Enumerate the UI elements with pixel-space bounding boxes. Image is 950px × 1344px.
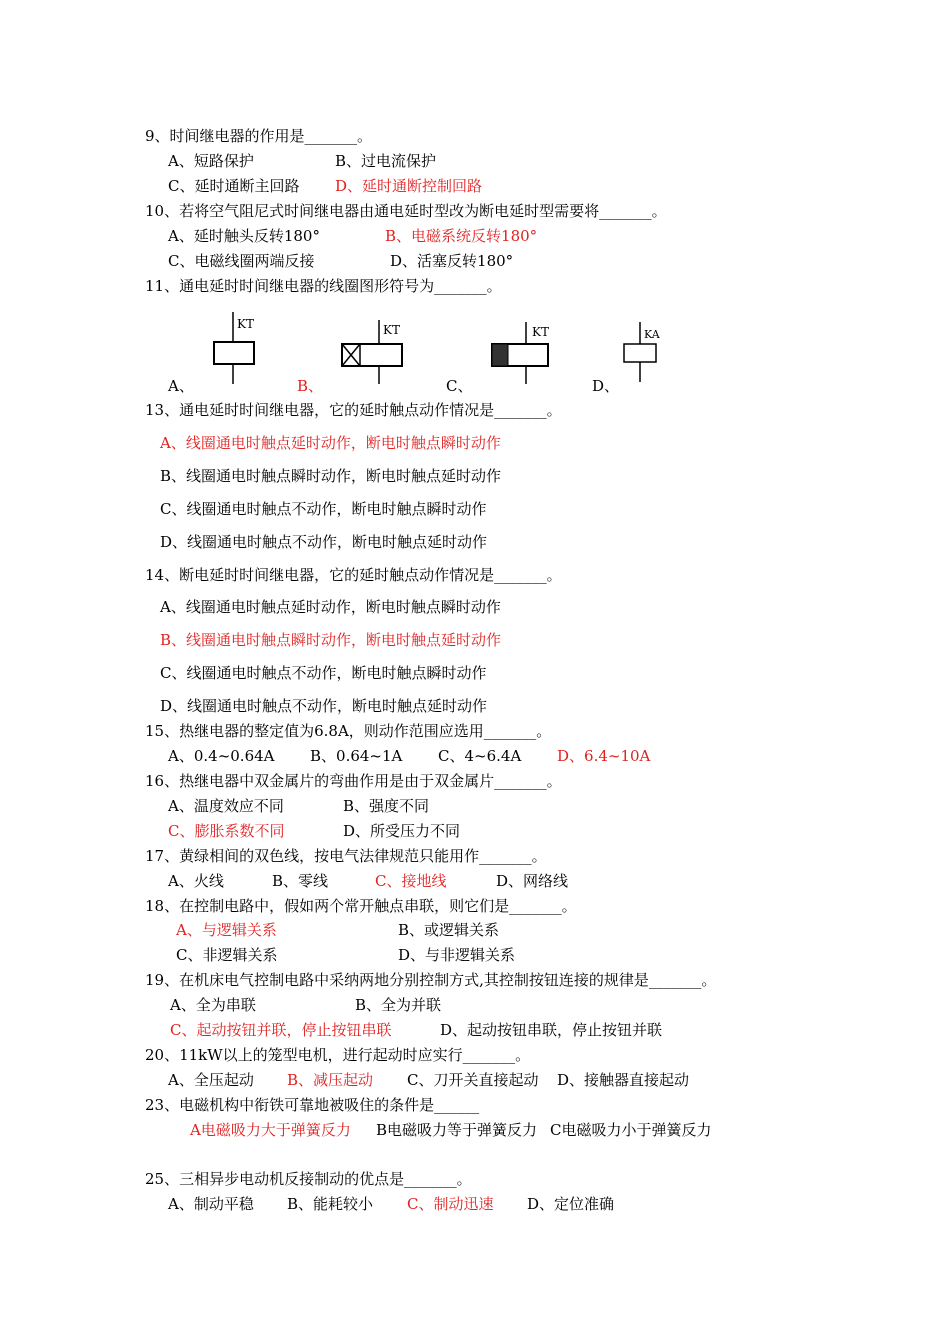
coil-symbol-a [200, 312, 270, 387]
question-stem-15: 15、热继电器的整定值为6.8A，则动作范围应选用_______。 [145, 722, 552, 740]
option-c: C、 [446, 377, 473, 395]
option-d-answer: D、延时通断控制回路 [335, 177, 483, 195]
option-c: C电磁吸力小于弹簧反力 [550, 1121, 712, 1139]
option-b: B、零线 [272, 872, 329, 890]
option-d: D、定位准确 [527, 1195, 615, 1213]
option-a: A、全压起动 [168, 1071, 254, 1089]
question-stem-14: 14、断电延时时间继电器，它的延时触点动作情况是_______。 [145, 566, 562, 584]
option-d: D、线圈通电时触点不动作，断电时触点延时动作 [160, 697, 488, 715]
option-a: A、温度效应不同 [168, 797, 284, 815]
symbol-label-c: KT [532, 325, 549, 339]
option-c: C、电磁线圈两端反接 [168, 252, 315, 270]
option-b: B、过电流保护 [335, 152, 437, 170]
option-b-answer: B、线圈通电时触点瞬时动作，断电时触点延时动作 [160, 631, 502, 649]
symbol-label-b: KT [383, 323, 400, 337]
option-b-answer: B、 [297, 377, 324, 395]
option-a: A、 [168, 377, 194, 395]
question-stem-17: 17、黄绿相间的双色线，按电气法律规范只能用作_______。 [145, 847, 547, 865]
option-c: C、非逻辑关系 [176, 946, 278, 964]
option-d: D、接触器直接起动 [557, 1071, 690, 1089]
symbol-label-a: KT [237, 317, 254, 331]
coil-symbol-c [480, 320, 570, 386]
option-b: B电磁吸力等于弹簧反力 [376, 1121, 538, 1139]
question-stem-13: 13、通电延时时间继电器，它的延时触点动作情况是_______。 [145, 401, 562, 419]
option-a: A、全为串联 [170, 996, 256, 1014]
option-a: A、短路保护 [168, 152, 254, 170]
question-stem-9: 9、时间继电器的作用是_______。 [145, 127, 373, 145]
option-d: D、起动按钮串联，停止按钮并联 [440, 1021, 663, 1039]
option-c: C、刀开关直接起动 [407, 1071, 539, 1089]
option-a: A、0.4~0.64A [168, 747, 275, 765]
option-b-answer: B、电磁系统反转180° [385, 227, 538, 245]
option-b: B、强度不同 [343, 797, 430, 815]
option-b: B、能耗较小 [287, 1195, 374, 1213]
option-c-answer: C、起动按钮并联，停止按钮串联 [170, 1021, 392, 1039]
option-a: A、线圈通电时触点延时动作，断电时触点瞬时动作 [160, 598, 501, 616]
question-stem-16: 16、热继电器中双金属片的弯曲作用是由于双金属片_______。 [145, 772, 562, 790]
option-c: C、线圈通电时触点不动作，断电时触点瞬时动作 [160, 664, 487, 682]
question-stem-23: 23、电磁机构中衔铁可靠地被吸住的条件是______ [145, 1096, 480, 1114]
symbol-label-d: KA [644, 328, 660, 341]
option-b: B、全为并联 [355, 996, 442, 1014]
option-c: C、4~6.4A [438, 747, 522, 765]
question-stem-25: 25、三相异步电动机反接制动的优点是_______。 [145, 1170, 472, 1188]
option-a-answer: A电磁吸力大于弹簧反力 [190, 1121, 351, 1139]
option-d: D、线圈通电时触点不动作，断电时触点延时动作 [160, 533, 488, 551]
question-stem-19: 19、在机床电气控制电路中采纳两地分别控制方式,其控制按钮连接的规律是_______。 [145, 971, 717, 989]
option-d: D、活塞反转180° [390, 252, 514, 270]
option-c-answer: C、膨胀系数不同 [168, 822, 285, 840]
option-c-answer: C、制动迅速 [407, 1195, 494, 1213]
option-b: B、或逻辑关系 [398, 921, 500, 939]
option-c: C、延时通断主回路 [168, 177, 300, 195]
coil-symbol-b [330, 318, 420, 386]
option-a-answer: A、线圈通电时触点延时动作，断电时触点瞬时动作 [160, 434, 501, 452]
question-stem-18: 18、在控制电路中，假如两个常开触点串联，则它们是_______。 [145, 897, 577, 915]
option-a-answer: A、与逻辑关系 [176, 921, 277, 939]
option-d: D、所受压力不同 [343, 822, 461, 840]
option-d: D、 [592, 377, 620, 395]
option-d: D、网络线 [496, 872, 569, 890]
question-stem-11: 11、通电延时时间继电器的线圈图形符号为_______。 [145, 277, 502, 295]
option-b: B、0.64~1A [310, 747, 403, 765]
option-a: A、火线 [168, 872, 224, 890]
option-b-answer: B、减压起动 [287, 1071, 374, 1089]
option-d: D、与非逻辑关系 [398, 946, 516, 964]
option-d-answer: D、6.4~10A [557, 747, 651, 765]
option-a: A、延时触头反转180° [168, 227, 320, 245]
option-c-answer: C、接地线 [375, 872, 447, 890]
option-a: A、制动平稳 [168, 1195, 254, 1213]
option-b: B、线圈通电时触点瞬时动作，断电时触点延时动作 [160, 467, 502, 485]
coil-symbol-d [610, 320, 680, 386]
question-stem-20: 20、11kW以上的笼型电机，进行起动时应实行_______。 [145, 1046, 531, 1064]
option-c: C、线圈通电时触点不动作，断电时触点瞬时动作 [160, 500, 487, 518]
question-stem-10: 10、若将空气阻尼式时间继电器由通电延时型改为断电延时型需要将_______。 [145, 202, 667, 220]
